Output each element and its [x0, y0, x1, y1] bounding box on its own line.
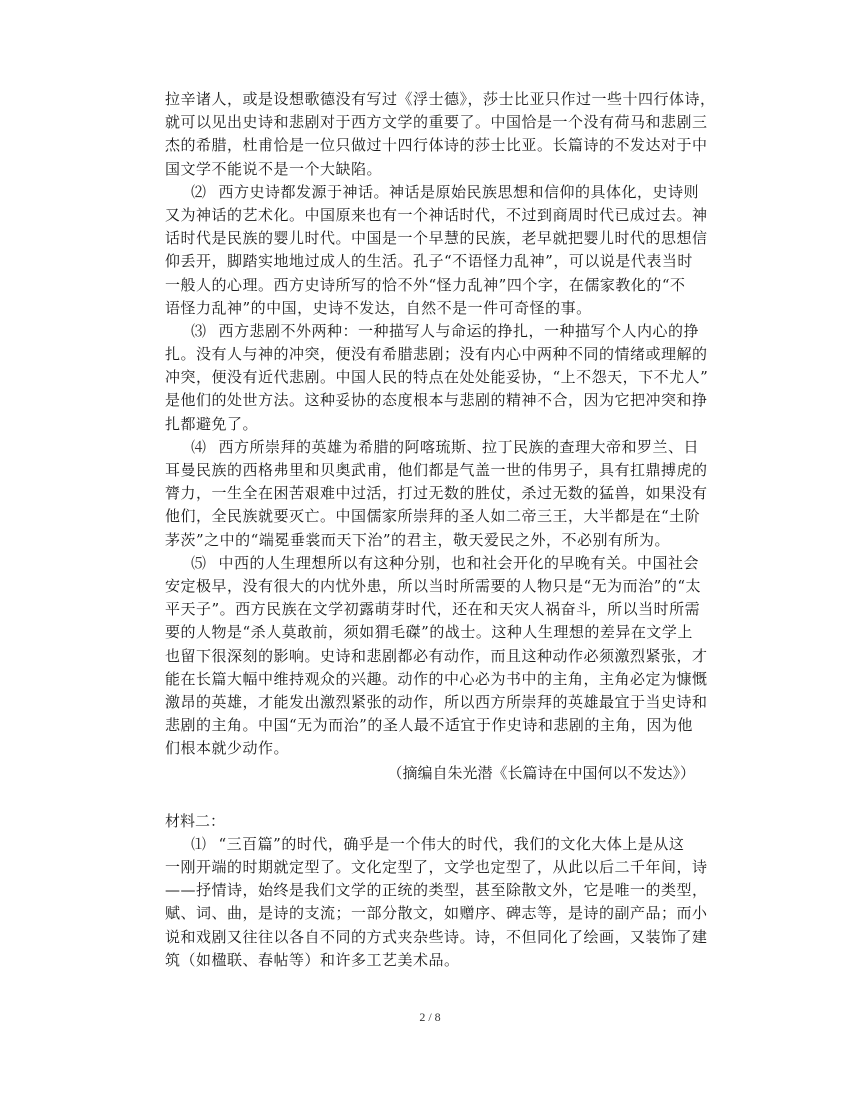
- text-line: 冲突，便没有近代悲剧。中国人民的特点在处处能妥协，“上不怨天，下不尤人”: [165, 368, 709, 387]
- paragraph-2: [165, 181, 708, 320]
- text-line: 一刚开端的时期就定型了。文化定型了，文学也定型了，从此以后二千年间，诗: [165, 858, 708, 877]
- page-number: 2 / 8: [419, 1010, 441, 1024]
- text-line: 是他们的处世方法。这种妥协的态度根本与悲剧的精神不合，因为它把冲突和挣: [165, 391, 708, 410]
- paragraph-5: [165, 552, 708, 761]
- material2-paragraph-1: [165, 833, 708, 972]
- text-line: 茅茨”之中的“端冕垂裳而天下治”的君主，敬天爱民之外，不必别有所为。: [165, 530, 671, 549]
- paragraph-4: [165, 436, 708, 552]
- text-line: 也留下很深刻的影响。史诗和悲剧都必有动作，而且这种动作必须激烈紧张，才: [165, 646, 708, 665]
- paragraph-continued: [165, 88, 716, 181]
- text-line: 平天子”。西方民族在文学初露萌芽时代，还在和天灾人祸奋斗，所以当时所需: [165, 600, 701, 619]
- paragraph-number: ⑷: [191, 437, 207, 456]
- text-line: 扎都避免了。: [165, 414, 259, 433]
- text-line: 悲剧的主角。中国“无为而治”的圣人最不适宜于作史诗和悲剧的主角，因为他: [165, 716, 693, 735]
- paragraph-number: ⑶: [191, 321, 207, 340]
- text-line: 国文学不能说不是一个大缺陷。: [165, 159, 383, 178]
- text-line: 话时代是民族的婴儿时代。中国是一个早慧的民族，老早就把婴儿时代的思想信: [165, 229, 708, 248]
- text-line: 中西的人生理想所以有这种分别，也和社会开化的早晚有关。中国社会: [218, 553, 700, 572]
- text-line: 赋、词、曲，是诗的支流；一部分散文，如赠序、碑志等，是诗的副产品；而小: [165, 904, 708, 923]
- text-line: 一般人的心理。西方史诗所写的恰不外“怪力乱神”四个字，在儒家教化的“不: [165, 275, 686, 294]
- text-line: 语怪力乱神”的中国，史诗不发达，自然不是一件可奇怪的事。: [165, 298, 592, 317]
- text-line: 说和戏剧又往往以各自不同的方式夹杂些诗。诗，不但同化了绘画，又装饰了建: [165, 927, 708, 946]
- text-line: 要的人物是“杀人莫敢前，须如猬毛磔”的战士。这种人生理想的差异在文学上: [165, 623, 693, 642]
- paragraph-number: ⑴: [191, 834, 207, 853]
- text-line: “三百篇”的时代，确乎是一个伟大的时代，我们的文化大体上是从这: [218, 834, 685, 853]
- text-line: 西方所崇拜的英雄为希腊的阿喀琉斯、拉丁民族的查理大帝和罗兰、日: [218, 437, 700, 456]
- paragraph-3: [165, 320, 709, 436]
- text-line: 就可以见出史诗和悲剧对于西方文学的重要了。中国恰是一个没有荷马和悲剧三: [165, 113, 708, 132]
- text-line: 筑（如楹联、春帖等）和许多工艺美术品。: [165, 950, 460, 969]
- text-line: 扎。没有人与神的冲突，便没有希腊悲剧；没有内心中两种不同的情绪或理解的: [165, 345, 708, 364]
- source-citation: （摘编自朱光潜《长篇诗在中国何以不发达》）: [387, 764, 695, 783]
- text-line: 膂力，一生全在困苦艰难中过活，打过无数的胜仗，杀过无数的猛兽，如果没有: [165, 484, 708, 503]
- text-line: 杰的希腊，杜甫恰是一位只做过十四行体诗的莎士比亚。长篇诗的不发达对于中: [165, 136, 708, 155]
- paragraph-number: ⑸: [191, 553, 207, 572]
- text-line: 能在长篇大幅中维持观众的兴趣。动作的中心必为书中的主角，主角必定为慷慨: [165, 669, 708, 688]
- text-line: 拉辛诸人，或是设想歌德没有写过《浮士德》，莎士比亚只作过一些十四行体诗，: [165, 90, 716, 108]
- text-line: 他们，全民族就要灭亡。中国儒家所崇拜的圣人如二帝三王，大半都是在“土阶: [165, 507, 701, 526]
- text-line: 耳曼民族的西格弗里和贝奥武甫，他们都是气盖一世的伟男子，具有扛鼎搏虎的: [165, 461, 708, 479]
- text-line: 西方悲剧不外两种：一种描写人与命运的挣扎，一种描写个人内心的挣: [218, 321, 700, 340]
- material-title: 材料二：: [165, 811, 226, 830]
- text-line: 安定极早，没有很大的内忧外患，所以当时所需要的人物只是“无为而治”的“太: [165, 576, 702, 595]
- text-line: 西方史诗都发源于神话。神话是原始民族思想和信仰的具体化，史诗则: [218, 182, 700, 201]
- text-line: 仰丢开，脚踏实地地过成人的生活。孔子“不语怪力乱神”，可以说是代表当时: [165, 252, 693, 271]
- text-line: 们根本就少动作。: [165, 739, 290, 758]
- text-line: ——抒情诗，始终是我们文学的正统的类型，甚至除散文外，它是唯一的类型，: [165, 881, 708, 900]
- text-line: 激昂的英雄，才能发出激烈紧张的动作，所以西方所崇拜的英雄最宜于当史诗和: [165, 692, 708, 711]
- document-body: [165, 88, 716, 972]
- text-line: 又为神话的艺术化。中国原来也有一个神话时代，不过到商周时代已成过去。神: [165, 205, 708, 224]
- paragraph-number: ⑵: [191, 182, 207, 201]
